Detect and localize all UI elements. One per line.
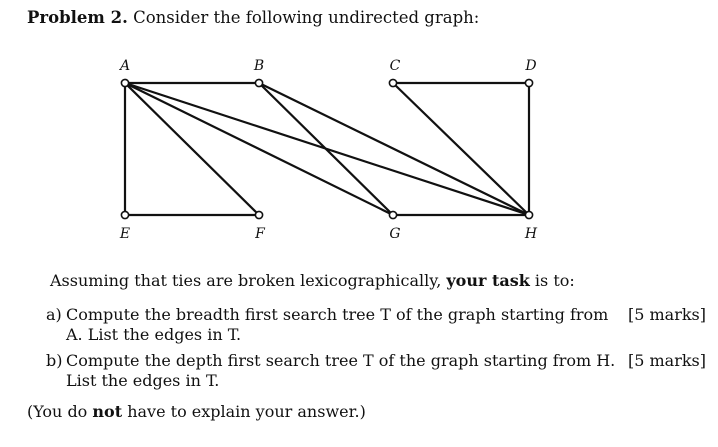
task-item-a: [46, 305, 706, 347]
node-E: [121, 211, 128, 218]
edge-B-H: [259, 83, 529, 215]
item-label: b): [46, 351, 63, 370]
task-statement: [50, 271, 575, 291]
task-bold: your task: [446, 271, 530, 290]
edge-A-F: [125, 83, 259, 215]
item-label: a): [46, 305, 62, 324]
node-label-C: C: [389, 58, 401, 74]
node-A: [121, 79, 128, 86]
node-label-B: B: [253, 58, 265, 74]
edge-A-G: [125, 83, 393, 215]
node-D: [525, 79, 532, 86]
note-prefix: (You do: [27, 402, 93, 421]
node-G: [389, 211, 396, 218]
node-H: [525, 211, 532, 218]
note-bold: not: [92, 402, 123, 421]
node-label-D: D: [525, 58, 537, 74]
edge-B-G: [259, 83, 393, 215]
item-marks: [5 marks]: [627, 351, 706, 370]
problem-intro: Consider the following undirected graph:: [133, 8, 480, 27]
node-F: [255, 211, 262, 218]
item-marks: [5 marks]: [627, 305, 706, 324]
note: [27, 402, 366, 421]
node-label-G: G: [389, 226, 401, 242]
node-label-H: H: [524, 226, 538, 242]
node-B: [255, 79, 262, 86]
problem-label: Problem 2.: [27, 8, 128, 27]
graph-edges: [125, 83, 529, 215]
item-text: Compute the depth first search tree T of the graph starting from H. List the edges in T.: [66, 351, 616, 390]
node-C: [389, 79, 396, 86]
item-text: Compute the breadth first search tree T of the graph starting from A. List the edges in T.: [66, 305, 609, 344]
node-label-F: F: [255, 226, 265, 242]
task-item-b: [46, 351, 706, 393]
node-label-A: A: [119, 58, 131, 74]
node-label-E: E: [119, 226, 131, 242]
note-suffix: have to explain your answer.): [122, 402, 366, 421]
task-suffix: is to:: [529, 271, 575, 290]
edge-C-H: [393, 83, 529, 215]
task-prefix: Assuming that ties are broken lexicographically,: [50, 271, 447, 290]
